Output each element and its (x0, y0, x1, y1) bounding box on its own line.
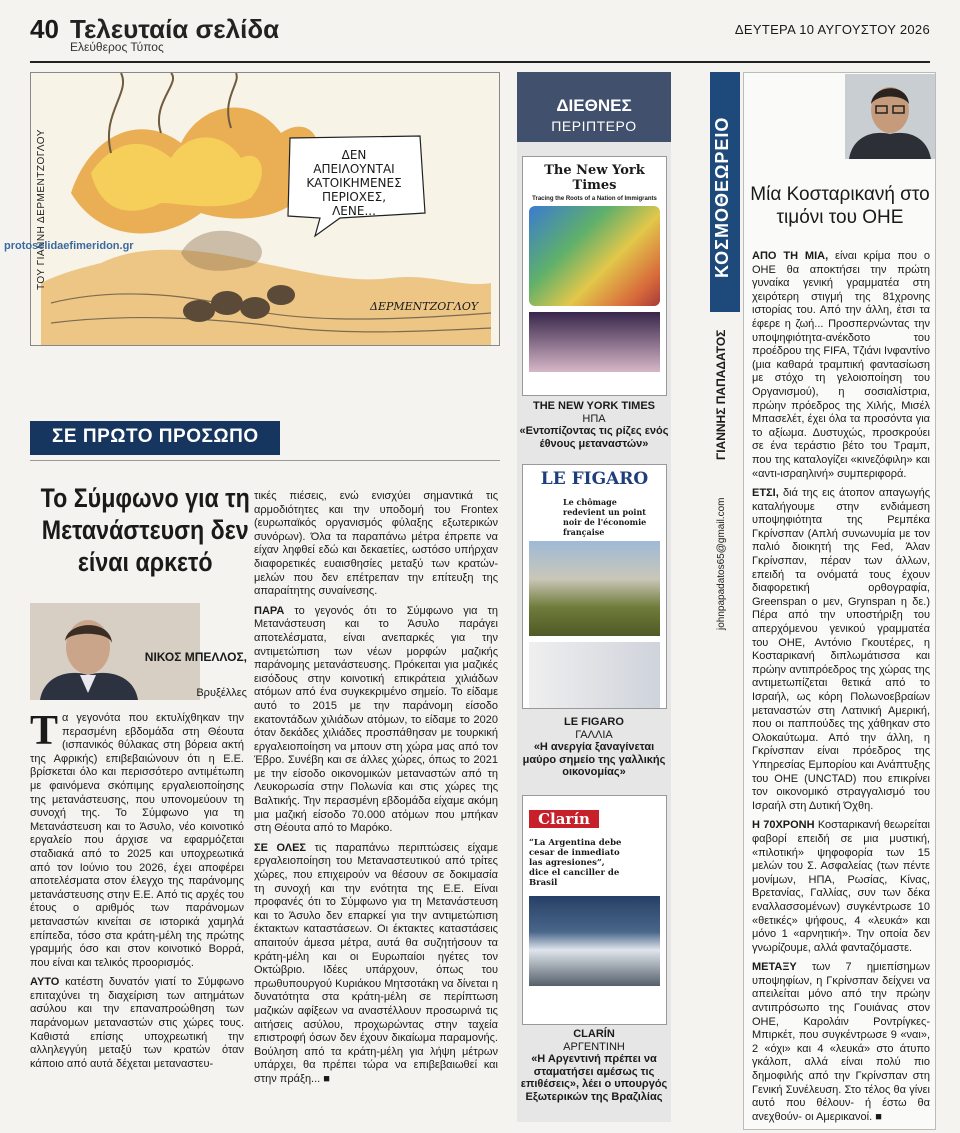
article-paragraph (254, 842, 498, 1087)
issue-date: ΔΕΥΤΕΡΑ 10 ΑΥΓΟΥΣΤΟΥ 2026 (734, 22, 930, 37)
article-column-1 (30, 708, 244, 1077)
front-headline: Le chômage redevient un point noir de l'économie française (563, 497, 647, 537)
column-paragraph (752, 961, 930, 1124)
speech-bubble-text: ΔΕΝ ΑΠΕΙΛΟΥΝΤΑΙ ΚΑΤΟΙΚΗΜΕΝΕΣ ΠΕΡΙΟΧΕΣ, ΛΕΝΕ... (306, 148, 402, 218)
end-mark-icon: ■ (875, 1110, 882, 1123)
paragraph-text: το γεγονός ότι το Σύμφωνο για τη Μετανάστευση και το Άσυλο παράγει αποτελέσματα, είναι ανεπαρκές για την αντιμετώπιση των νέων μορφών μαζικής παράνομης μετανάστευσης. Πρόκειται για μαζικές εισόδους στην κοινοτική επικράτεια χιλιάδων ατόμων από ένα συγκεκριμένο σημείο. Το είδαμε αυτό το 2015 με την παράνομη είσοδο εκατοντάδων χιλιάδων ατόμων, το είδαμε το 2020 όταν δεκάδες χιλιάδες προσπάθησαν με τουρκική εργαλειοποίηση να μπουν στη χώρα μας από τον Έβρο. Συνέβη και σε άλλες χώρες, όπως το 2021 με την είσοδο οικονομικών μεταναστών από τη Λευκορωσία στην Πολωνία και στις χώρες της Βαλτικής. Την περασμένη εβδομάδα είχαμε ακόμη μια μαζική είσοδο 70.000 ατόμων που μπήκαν στη Θέουτα από το Μαρόκο. (254, 604, 498, 835)
paragraph-lead: ΑΥΤΟ (30, 976, 60, 989)
cartoonist-signature: ΔΕΡΜΕΝΤΖΟΓΛΟΥ (370, 300, 479, 313)
column-paragraph (752, 819, 930, 955)
paragraph-text: τικές πιέσεις, ενώ ενισχύει σημαντικά τις αρμοδιότητες και την υποδομή του Frontex (ευρωπαϊκός οργανισμός φύλαξης εξωτερικών συνόρων). Όλα τα παραπάνω μέτρα έπρεπε να είχαν ληφθεί εδώ και δεκαετίες, ωστόσο υπήρχαν διαφορετικές ευαισθησίες μεταξύ των κρατών-μελών που δεν επέτρεπαν την επίτευξη της απαραίτητης συναίνεσης. (254, 490, 498, 598)
article-location: Βρυξέλλες (196, 687, 247, 699)
front-headline: Tracing the Roots of a Nation of Immigrants (532, 196, 657, 202)
banner-rule (30, 460, 500, 461)
paragraph-text: των 7 ημιεπίσημων υποψηφίων, η Γκρίνσπαν δείχνει να απειλείται μόνο από την πρώην αντιπρόσωπο της Γουιάνας στον ΟΗΕ, Καρολάιν Ροντρίγκες-Μπιρκέτ, που συγκέντρωσε 9 «ναι», 2 «όχι» και 4 «λευκά» στο άτυπο γκάλοπ, αλλά είναι πολύ πιο δημοφιλής από την Γκρίνσπαν στη Γενική Συνέλευση. Στο τέλος θα γίνει αυτό που θέλουν- ή έστω θα ανεχθούν- οι Αμερικανοί. (752, 961, 930, 1123)
masthead: LE FIGARO (540, 469, 649, 489)
paragraph-lead: ΣΕ ΟΛΕΣ (254, 841, 307, 854)
article-paragraph (254, 605, 498, 836)
column-headline: Μία Κοσταρικανή στο τιμόνι του ΟΗΕ (750, 184, 930, 228)
newspaper-name: Ελεύθερος Τύπος (70, 40, 164, 54)
header-rule (30, 61, 930, 63)
paragraph-text: διά της εις άτοπον απαγωγής καταλήγουμε στην ενδιάμεση υποψηφιότητα της Ρεμπέκα Γκρίνσπαν (Απλή συνωνυμία με τον παλιό διοικητή της Fed, Άλαν Γκρίνσπαν, πέραν των άλλων, επειδή τα ονόματά τους έχουν διαφορετική ορθογραφία, Greenspan ο μεν, Grynspan η δε.) Πέρα από την υποστήριξη του απερχόμενου γενικού γραμματέα του ΟΗΕ, Αντόνιο Γκουτέρες, η Κοσταρικανή διπλωμάτισσα και πρώην αντιπρόεδρος της χώρας της αντιμετωπίζεται θετικά από το Ισραήλ, ως κόρη Πολωνοεβραίων μεταναστών στη Λατινική Αμερική, που οι παππούδες της χάθηκαν στο Ολοκαύτωμα. Από την άλλη, η Γκρίνσπαν είναι πρόεδρος της Υπηρεσίας Εμπορίου και Ανάπτυξης του ΟΗΕ (UNCTAD) που επικρίνει τον οικονομικό στραγγαλισμό του Ισραήλ στη Δυτική Όχθη. (752, 487, 930, 812)
front-headline: “La Argentina debe cesar de inmediato las agresiones”, dice el canciller de Brasil (529, 838, 622, 888)
drop-cap: Τ (30, 708, 59, 754)
column-paragraph (752, 250, 930, 481)
paper-name: THE NEW YORK TIMES (532, 400, 656, 412)
paragraph-text: τις παραπάνω περιπτώσεις είχαμε εργαλειοποίηση του Μεταναστευτικού από τρίτες χώρες, που επιχειρούν να θέσουν σε δοκιμασία τη συνοχή και την ενότητα της Ε.Ε. Είναι προφανές ότι το Σύμφωνο για τη Μετανάστευση και το Άσυλο δεν επαρκεί για την αντιμετώπιση έκτακτων καταστάσεων. Οι έκτακτες καταστάσεις απαιτούν άμεσα μέτρα, αυτά θα συζητήσουν τα κράτη-μέλη και οι Ευρωπαίοι ηγέτες τον Οκτώβριο. Ιδέες υπάρχουν, όπως του πρωθυπουργού Κυριάκου Μητσοτάκη να δίνεται η δυνατότητα στα κράτη-μέλη σε περίπτωση μαζικών αφίξεων να αναστέλλουν προσωρινά τις αιτήσεις ασύλου, προχωρώντας στην ταχεία επιστροφή όσων δεν έχουν δικαίωμα παραμονής. Βούληση από τα κράτη-μέλη για λήψη μέτρων υπάρχει, θα πρέπει τώρα να επιβεβαιωθεί και στην πράξη... (254, 841, 498, 1085)
front-page-nyt (522, 156, 667, 396)
paper-quote: «Η ανεργία ξαναγίνεται μαύρο σημείο της γαλλικής οικονομίας» (522, 741, 666, 778)
paper-quote: «Η Αργεντινή πρέπει να σταματήσει αμέσως τις επιθέσεις», λέει ο υπουργός Εξωτερικών της Βραζιλίας (520, 1053, 668, 1103)
paper-caption (517, 716, 671, 779)
section-banner-label: ΣΕ ΠΡΩΤΟ ΠΡΟΣΩΠΟ (52, 426, 259, 447)
column-paragraph (752, 487, 930, 813)
end-mark-icon: ■ (323, 1072, 330, 1085)
columnist-photo (845, 74, 935, 159)
paper-name: LE FIGARO (564, 716, 624, 728)
paper-country: ΗΠΑ (582, 412, 606, 425)
paper-caption (517, 1028, 671, 1103)
masthead: The New York Times (544, 163, 645, 193)
masthead: Clarín (529, 810, 599, 828)
column-label: ΚΟΣΜΟΘΕΩΡΕΙΟ (712, 116, 732, 278)
paragraph-lead: Η 70ΧΡΟΝΗ (752, 819, 815, 832)
paragraph-text: κατέστη δυνατόν γιατί το Σύμφωνο επιταχύνει τη διαχείριση των αιτημάτων ασύλου και την επαναπροώθηση των παράνομων μεταναστών στις χώρες τους. Καθιστά επίσης υποχρεωτική την αλληλεγγύη μεταξύ των κρατών όταν κάποιο από αυτά δέχεται μεταναστευ- (30, 976, 244, 1070)
kiosk-subtitle: ΠΕΡΙΠΤΕΡΟ (551, 118, 637, 134)
paper-quote: «Εντοπίζοντας τις ρίζες ενός έθνους μεταναστών» (519, 425, 669, 450)
article-author: ΝΙΚΟΣ ΜΠΕΛΛΟΣ, (144, 650, 247, 664)
paper-country: ΑΡΓΕΝΤΙΝΗ (563, 1040, 625, 1053)
paragraph-lead: ΑΠΟ ΤΗ ΜΙΑ, (752, 250, 829, 262)
paper-country: ΓΑΛΛΙΑ (575, 728, 613, 741)
front-photo (529, 541, 660, 636)
watermark: protoselidaefimeridon.gr (4, 240, 134, 252)
paper-caption (517, 400, 671, 450)
map-graphic (529, 206, 660, 306)
front-photo (529, 312, 660, 372)
paragraph-lead: ΠΑΡΑ (254, 604, 285, 617)
front-photo (529, 896, 660, 986)
column-author-email[interactable]: johnpapadatos65@gmail.com (716, 497, 727, 630)
page-number: 40 (30, 14, 59, 44)
article-column-2 (254, 490, 498, 1093)
kiosk-title: ΔΙΕΘΝΕΣ (556, 96, 632, 115)
cartoon-credit: ΤΟΥ ΓΙΑΝΝΗ ΔΕΡΜΕΝΤΖΟΓΛΟΥ (36, 129, 47, 290)
paper-name: CLARÍN (573, 1028, 615, 1040)
column-author: ΓΙΑΝΝΗΣ ΠΑΠΑΔΑΤΟΣ (714, 329, 728, 460)
front-page-clarin (522, 795, 667, 1025)
article-paragraph (30, 976, 244, 1071)
front-page-le-figaro (522, 464, 667, 709)
paragraph-text: α γεγονότα που εκτυλίχθηκαν την περασμένη εβδομάδα στη Θέουτα (ισπανικός θύλακας στη βόρεια ακτή της Αφρικής) επιβεβαιώνουν ότι η Ε.Ε. βρίσκεται όλο και περισσότερο αντιμέτωπη με φαινόμενα σκόπιμης εργαλειοποίησης της μετανάστευσης, που υπονομεύουν τη συνοχή της. Το Σύμφωνο για τη Μετανάστευση και το Άσυλο, νέο κοινοτικό εργαλείο που άρχισε να εφαρμόζεται σταδιακά από το 2025 και υποχρεωτικά από τον Ιούνιο του 2026, έχει αποφέρει αποτελέσματα στον έλεγχο της παράνομης μετανάστευσης στην Ε.Ε. Από τις αρχές του έτους ο αριθμός των παράνομων μεταναστών κινείται σε ιστορικά χαμηλά επίπεδα, τόσο στα κράτη-μέλη της πρώτης γραμμής όσο και στον κοινοτικό Βορρά, που είναι και τελικός προορισμός. (30, 712, 244, 969)
article-paragraph (30, 708, 244, 970)
article-paragraph (254, 490, 498, 599)
paragraph-lead: ΕΤΣΙ, (752, 487, 779, 500)
paragraph-text: Κοσταρικανή θεωρείται φαβορί επειδή σε μια μυστική, «πιλοτική» ψηφοφορία των 15 μελών του Σ. Ασφαλείας (των πέντε μονίμων, ΗΠΑ, Ρωσίας, Κίνας, Βρετανίας, Γαλλίας, συν των δέκα εναλλασσομένων) συγκέντρωσε 10 «θετικές» ψήφους, 4 «λευκά» και μόνο 1 «αρνητική». Την οποία δεν γνωρίζουμε, αλλά φανταζόμαστε. (752, 819, 930, 954)
article-headline: Το Σύμφωνο για τη Μετανάστευση δεν είναι αρκετό (40, 483, 250, 577)
section-title: Τελευταία σελίδα (70, 14, 280, 44)
front-text-block (529, 642, 660, 709)
paragraph-lead: ΜΕΤΑΞΥ (752, 961, 797, 974)
paragraph-text: είναι κρίμα που ο ΟΗΕ θα αποκτήσει την πρώτη γυναίκα γενική γραμματέα στη χειρότερη στιγμή της 81χρονης ιστορίας του. Από την άλλη, έτσι τα έφερε η ζωή... Προσπερνώντας την υποψηφιότητα-ανέκδοτο του προέδρου της FIFA, Τζιάνι Ινφαντίνο (μια καθαρά τραμπική φαντασίωση με στόχο τη γελοιοποίηση του Οργανισμού), η σοσιαλίστρια, πρώην πρόεδρος της Χιλής, Μισέλ Μπασελέτ, έχει όλα τα προσόντα για το αξίωμα. Δυστυχώς, προσκρούει σε ένα τεράστιο βέτο του Τραμπ, που της καταλογίζει «κινεζόφιλη» και «αντι-ισραηλινή» συμπεριφορά. (752, 250, 930, 480)
column-body (752, 250, 930, 1130)
